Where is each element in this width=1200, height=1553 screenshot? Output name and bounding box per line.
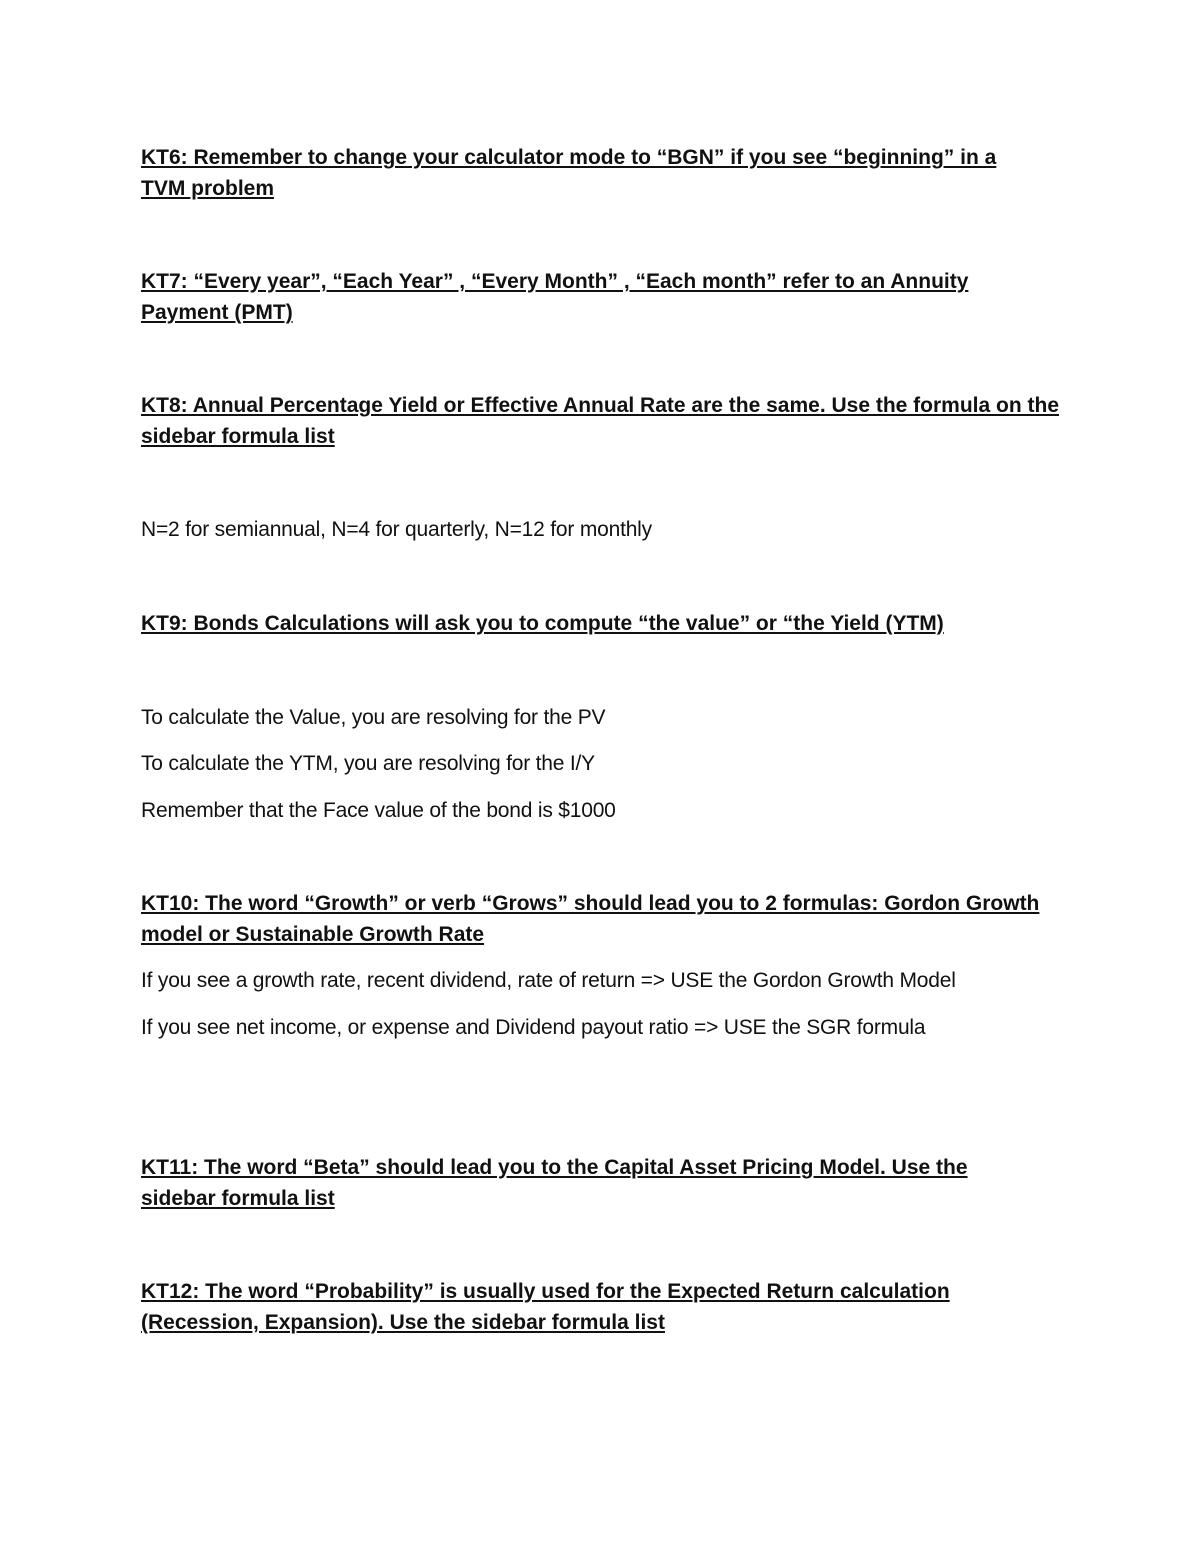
kt10-heading: KT10: The word “Growth” or verb “Grows” should lead you to 2 formulas: Gordon Growth model or Sustainable Growth Rate <box>141 892 1040 946</box>
kt7-heading: KT7: “Every year”, “Each Year” , “Every Month” , “Each month” refer to an Annuity Payment (PMT) <box>141 270 969 324</box>
kt10-gordon-line: If you see a growth rate, recent dividend, rate of return => USE the Gordon Growth Model <box>141 969 956 992</box>
kt8-heading: KT8: Annual Percentage Yield or Effective Annual Rate are the same. Use the formula on the sidebar formula list <box>141 394 1060 448</box>
kt8-note: N=2 for semiannual, N=4 for quarterly, N=12 for monthly <box>141 518 652 541</box>
kt9-heading: KT9: Bonds Calculations will ask you to compute “the value” or “the Yield (YTM) <box>141 612 944 635</box>
kt9-face-value-line: Remember that the Face value of the bond is $1000 <box>141 799 616 822</box>
kt11-heading: KT11: The word “Beta” should lead you to the Capital Asset Pricing Model. Use the sidebar formula list <box>141 1156 968 1210</box>
kt10-sgr-line: If you see net income, or expense and Dividend payout ratio => USE the SGR formula <box>141 1016 926 1039</box>
kt9-ytm-line: To calculate the YTM, you are resolving for the I/Y <box>141 752 595 775</box>
kt9-value-line: To calculate the Value, you are resolving for the PV <box>141 706 606 729</box>
kt6-heading: KT6: Remember to change your calculator mode to “BGN” if you see “beginning” in a TVM problem <box>141 146 997 200</box>
kt12-heading: KT12: The word “Probability” is usually used for the Expected Return calculation (Recession, Expansion). Use the sidebar formula list <box>141 1280 950 1334</box>
